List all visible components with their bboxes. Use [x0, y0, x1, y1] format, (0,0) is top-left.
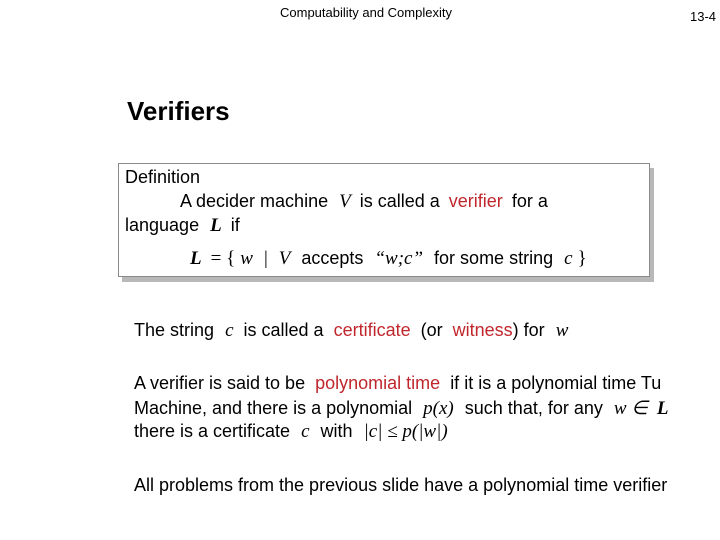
formula-accepts: accepts [301, 248, 364, 268]
formula-c: c [564, 248, 573, 269]
cert-term-certificate: certificate [333, 320, 411, 340]
definition-line-1 [180, 191, 548, 213]
def-l1-V: V [339, 191, 351, 212]
cert-mid: is called a [243, 320, 324, 340]
formula-bar: | [263, 248, 268, 269]
definition-formula [190, 248, 587, 270]
poly-l2-pre: Machine, and there is a polynomial [134, 398, 413, 418]
formula-eq: = { [210, 248, 236, 269]
definition-line-2 [125, 215, 240, 237]
poly-l3-with: with [320, 421, 353, 441]
def-l1-term: verifier [448, 191, 503, 211]
cert-pre: The string [134, 320, 215, 340]
def-l1-pre: A decider machine [180, 191, 329, 211]
poly-l2-mid: such that, for any [464, 398, 603, 418]
poly-l1-pre: A verifier is said to be [134, 373, 306, 393]
def-l1-mid: is called a [359, 191, 440, 211]
polytime-line-3 [134, 421, 448, 443]
header-course-title: Computability and Complexity [280, 5, 452, 20]
formula-L: L [190, 248, 202, 269]
closing-line: All problems from the previous slide have a polynomial time verifier [134, 475, 668, 495]
slide-title: Verifiers [127, 96, 230, 126]
definition-heading: Definition [125, 167, 201, 187]
cert-or: (or [420, 320, 443, 340]
def-l1-post: for a [511, 191, 548, 211]
cert-term-witness: witness [452, 320, 513, 340]
poly-l3-c: c [301, 421, 310, 442]
formula-quote: “w;c” [374, 248, 424, 269]
poly-l2-L: L [656, 398, 669, 419]
poly-l3-ineq: |c| ≤ p(|w|) [363, 421, 448, 442]
def-l2-post: if [230, 215, 240, 235]
certificate-line [134, 320, 568, 342]
polytime-line-2 [134, 397, 668, 420]
cert-w: w [555, 320, 569, 341]
def-l2-pre: language [125, 215, 200, 235]
formula-V: V [278, 248, 291, 269]
formula-w: w [240, 248, 253, 269]
page-number: 13-4 [690, 9, 717, 24]
cert-c: c [225, 320, 234, 341]
poly-l2-px: p(x) [423, 398, 454, 419]
polytime-line-1 [134, 373, 661, 394]
poly-l3-pre: there is a certificate [134, 421, 291, 441]
poly-l1-post: if it is a polynomial time Tu [450, 373, 662, 393]
cert-post: ) for [512, 320, 545, 340]
formula-for: for some string [434, 248, 554, 268]
formula-close: } [577, 248, 587, 269]
poly-l2-w: w ∈ [613, 398, 648, 419]
poly-l1-term: polynomial time [315, 373, 441, 393]
def-l2-L: L [210, 215, 222, 236]
